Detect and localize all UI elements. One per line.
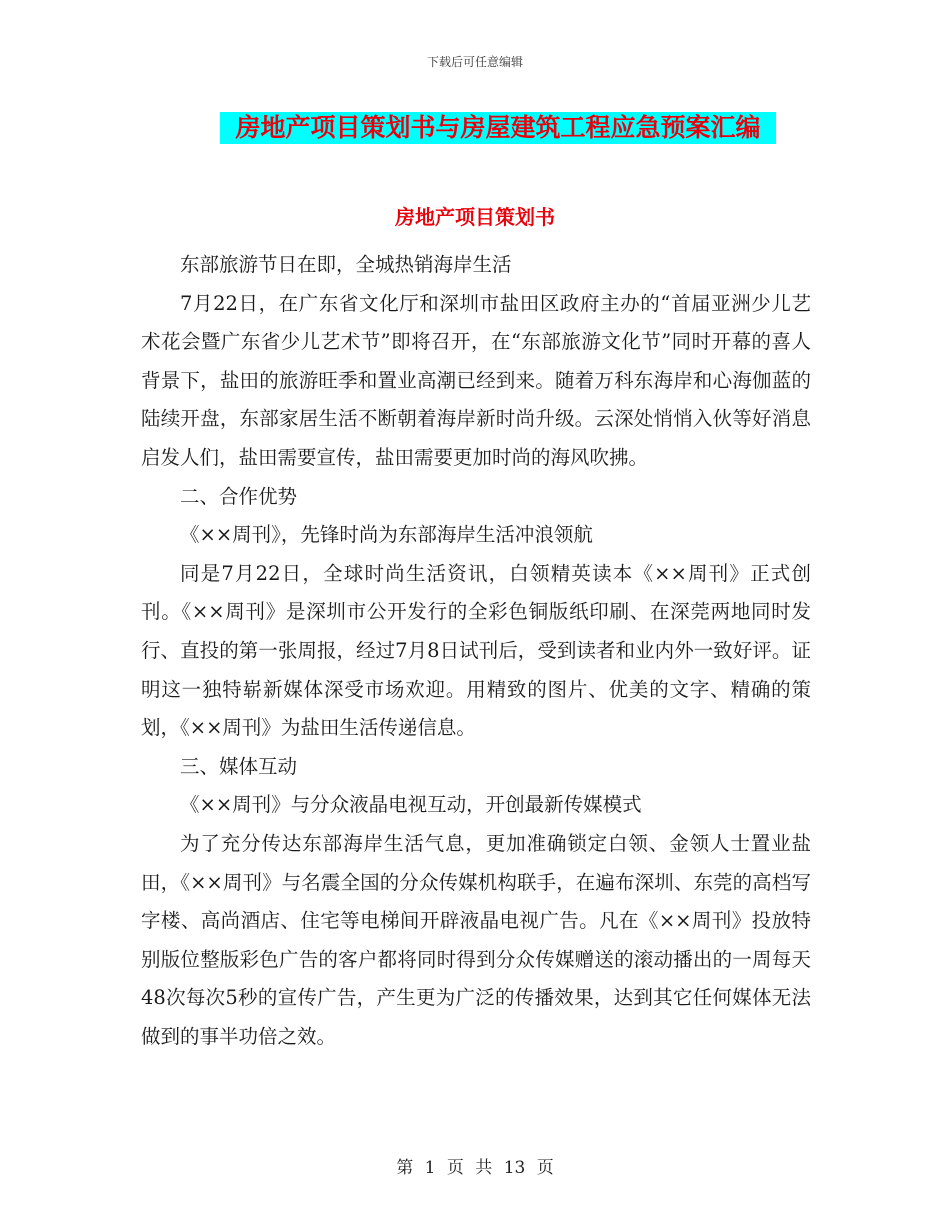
paragraph: 为了充分传达东部海岸生活气息，更加准确锁定白领、金领人士置业盐田，《××周刊》与名震全国的分众传媒机构联手，在遍布深圳、东莞的高档写字楼、高尚酒店、住宅等电梯间开辟液晶电视广告。凡在《××周刊》投放特别版位整版彩色广告的客户都将同时得到分众传媒赠送的滚动播出的一周每天48次每次5秒的宣传广告，产生更为广泛的传播效果，达到其它任何媒体无法做到的事半功倍之效。 xyxy=(141,831,811,1048)
page-footer: 第 1 页 共 13 页 xyxy=(396,1158,554,1178)
paragraph-heading: 二、合作优势 xyxy=(180,484,298,508)
paragraph: 7月22日，在广东省文化厅和深圳市盐田区政府主办的“首届亚洲少儿艺术花会暨广东省少儿艺术节”即将召开，在“东部旅游文化节”同时开幕的喜人背景下，盐田的旅游旺季和置业高潮已经到来。随着万科东海岸和心海伽蓝的陆续开盘，东部家居生活不断朝着海岸新时尚升级。云深处悄悄入伙等好消息启发人们，盐田需要宣传，盐田需要更加时尚的海风吹拂。 xyxy=(141,291,811,469)
section-title: 房地产项目策划书 xyxy=(395,205,555,229)
main-title: 房地产项目策划书与房屋建筑工程应急预案汇编 xyxy=(220,112,776,144)
paragraph-heading: 三、媒体互动 xyxy=(180,754,298,778)
paragraph: 东部旅游节日在即，全城热销海岸生活 xyxy=(180,253,512,276)
header-note: 下载后可任意编辑 xyxy=(426,55,523,69)
document-body xyxy=(141,246,811,1056)
paragraph: 《××周刊》，先锋时尚为东部海岸生活冲浪领航 xyxy=(180,523,593,547)
paragraph: 同是7月22日，全球时尚生活资讯，白领精英读本《××周刊》正式创刊。《××周刊》是深圳市公开发行的全彩色铜版纸印刷、在深莞两地同时发行、直投的第一张周报，经过7月8日试刊后，受到读者和业内外一致好评。证明这一独特崭新媒体深受市场欢迎。用精致的图片、优美的文字、精确的策划，《××周刊》为盐田生活传递信息。 xyxy=(141,561,811,740)
paragraph: 《××周刊》与分众液晶电视互动，开创最新传媒模式 xyxy=(180,793,642,817)
